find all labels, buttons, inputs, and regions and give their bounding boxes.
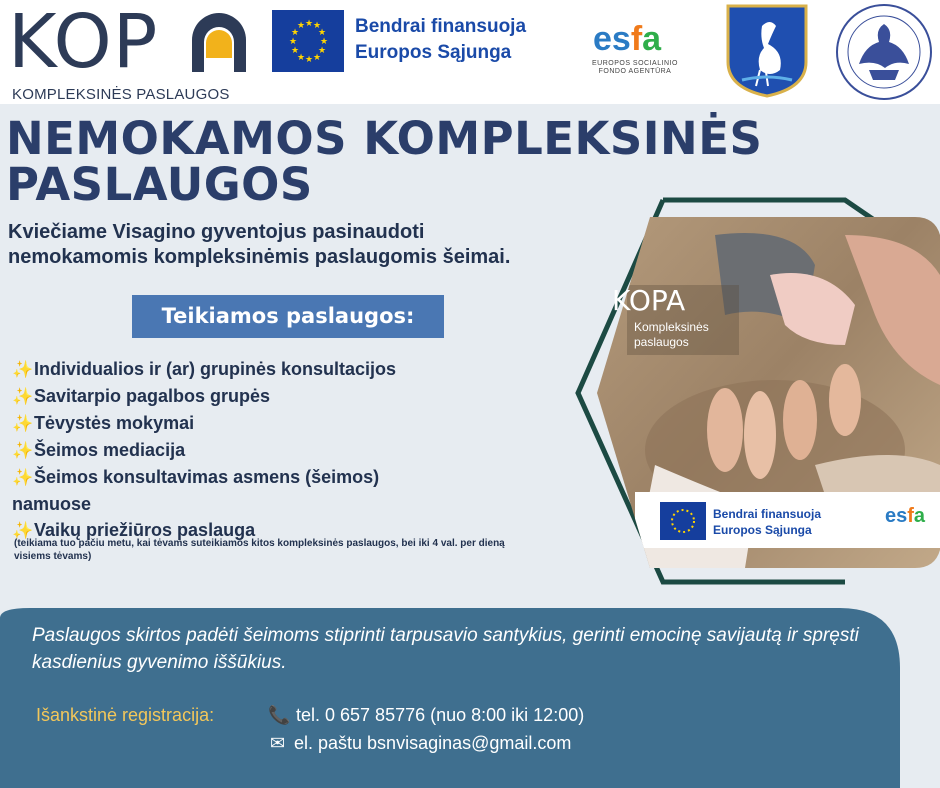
photo-subtitle-line-2: paslaugos (634, 335, 689, 349)
services-title: Teikiamos paslaugos: (161, 304, 415, 328)
coat-of-arms-icon (726, 4, 808, 98)
service-label: Šeimos mediacija (34, 440, 186, 460)
sparkle-icon: ✨ (12, 387, 34, 406)
svg-text:★: ★ (313, 53, 322, 63)
kopa-subtitle: KOMPLEKSINĖS PASLAUGOS (12, 86, 230, 103)
eu-funding-text (355, 14, 526, 66)
eu-flag-icon (272, 10, 344, 72)
eu-line-1: Bendrai finansuoja (355, 16, 527, 37)
service-label: Savitarpio pagalbos grupės (34, 386, 271, 406)
svg-text:★: ★ (297, 21, 306, 31)
svg-text:★: ★ (297, 53, 306, 63)
service-item (12, 437, 492, 464)
services-description: Paslaugos skirtos padėti šeimoms stiprinti tarpusavio santykius, gerinti emocinę savijautą ir spręsti kasdienius gyvenimo iššūkius. (32, 625, 859, 673)
email-text: el. paštu bsnvisaginas@gmail.com (294, 733, 572, 753)
svg-text:★: ★ (318, 46, 327, 56)
phone-text: tel. 0 657 85776 (nuo 8:00 iki 12:00) (296, 705, 585, 725)
svg-text:★: ★ (291, 28, 300, 38)
service-note: (teikiama tuo pačiu metu, kai tėvams suteikiamos kitos kompleksinės paslaugos, bei iki 4 val. per dieną visiems tėvams) (14, 538, 505, 562)
registration-label: Išankstinė registracija: (36, 705, 215, 725)
sparkle-icon: ✨ (12, 468, 34, 487)
esfa-subtitle: EUROPOS SOCIALINIO FONDO AGENTŪRA (591, 60, 679, 75)
svg-text:★: ★ (318, 28, 327, 38)
phone-icon: 📞 (268, 705, 291, 725)
service-label: Individualios ir (ar) grupinės konsultacijos (34, 359, 397, 379)
services-list (12, 356, 492, 544)
svg-text:★: ★ (313, 21, 322, 31)
svg-text:★: ★ (305, 55, 314, 65)
envelope-icon: ✉ (270, 733, 286, 753)
sparkle-icon: ✨ (12, 441, 34, 460)
sparkle-icon: ✨ (12, 360, 34, 379)
photo-subtitle-line-1: Kompleksinės (634, 320, 709, 334)
photo-eu-line-1: Bendrai finansuoja (713, 507, 822, 521)
title-line-1: NEMOKAMOS KOMPLEKSINĖS (6, 112, 763, 165)
family-center-seal-icon (833, 2, 935, 102)
photo-subtitle (634, 320, 709, 350)
eu-line-2: Europos Sąjunga (355, 42, 512, 63)
sparkle-icon: ✨ (12, 521, 34, 540)
svg-text:★: ★ (291, 46, 300, 56)
photo-esfa-logo: esfa (885, 505, 926, 527)
service-item (12, 410, 492, 437)
svg-text:★: ★ (305, 19, 314, 29)
sparkle-icon: ✨ (12, 414, 34, 433)
photo-eu-flag-icon (660, 502, 706, 540)
svg-text:★: ★ (289, 37, 298, 47)
kopa-arch-icon (188, 12, 250, 74)
service-item (12, 464, 442, 517)
email-contact (270, 733, 571, 754)
intro-text: Kviečiame Visagino gyventojus pasinaudoti nemokamomis kompleksinėmis paslaugomis šeimai. (8, 221, 511, 268)
esfa-logo: esfa (593, 20, 662, 58)
service-item (12, 356, 492, 383)
service-label: Tėvystės mokymai (34, 413, 195, 433)
svg-text:★: ★ (320, 37, 329, 47)
photo-eu-line-2: Europos Sąjunga (713, 523, 812, 537)
service-label: Vaikų priežiūros paslauga (34, 520, 256, 540)
kopa-logo-text: KOP (8, 0, 159, 85)
photo-eu-funding-text (713, 506, 821, 538)
photo-kopa-text: KOPA (612, 284, 686, 317)
service-item (12, 383, 492, 410)
title-line-2: PASLAUGOS (6, 158, 313, 211)
phone-contact (268, 705, 584, 726)
service-label: Šeimos konsultavimas asmens (šeimos) namuose (12, 467, 380, 514)
